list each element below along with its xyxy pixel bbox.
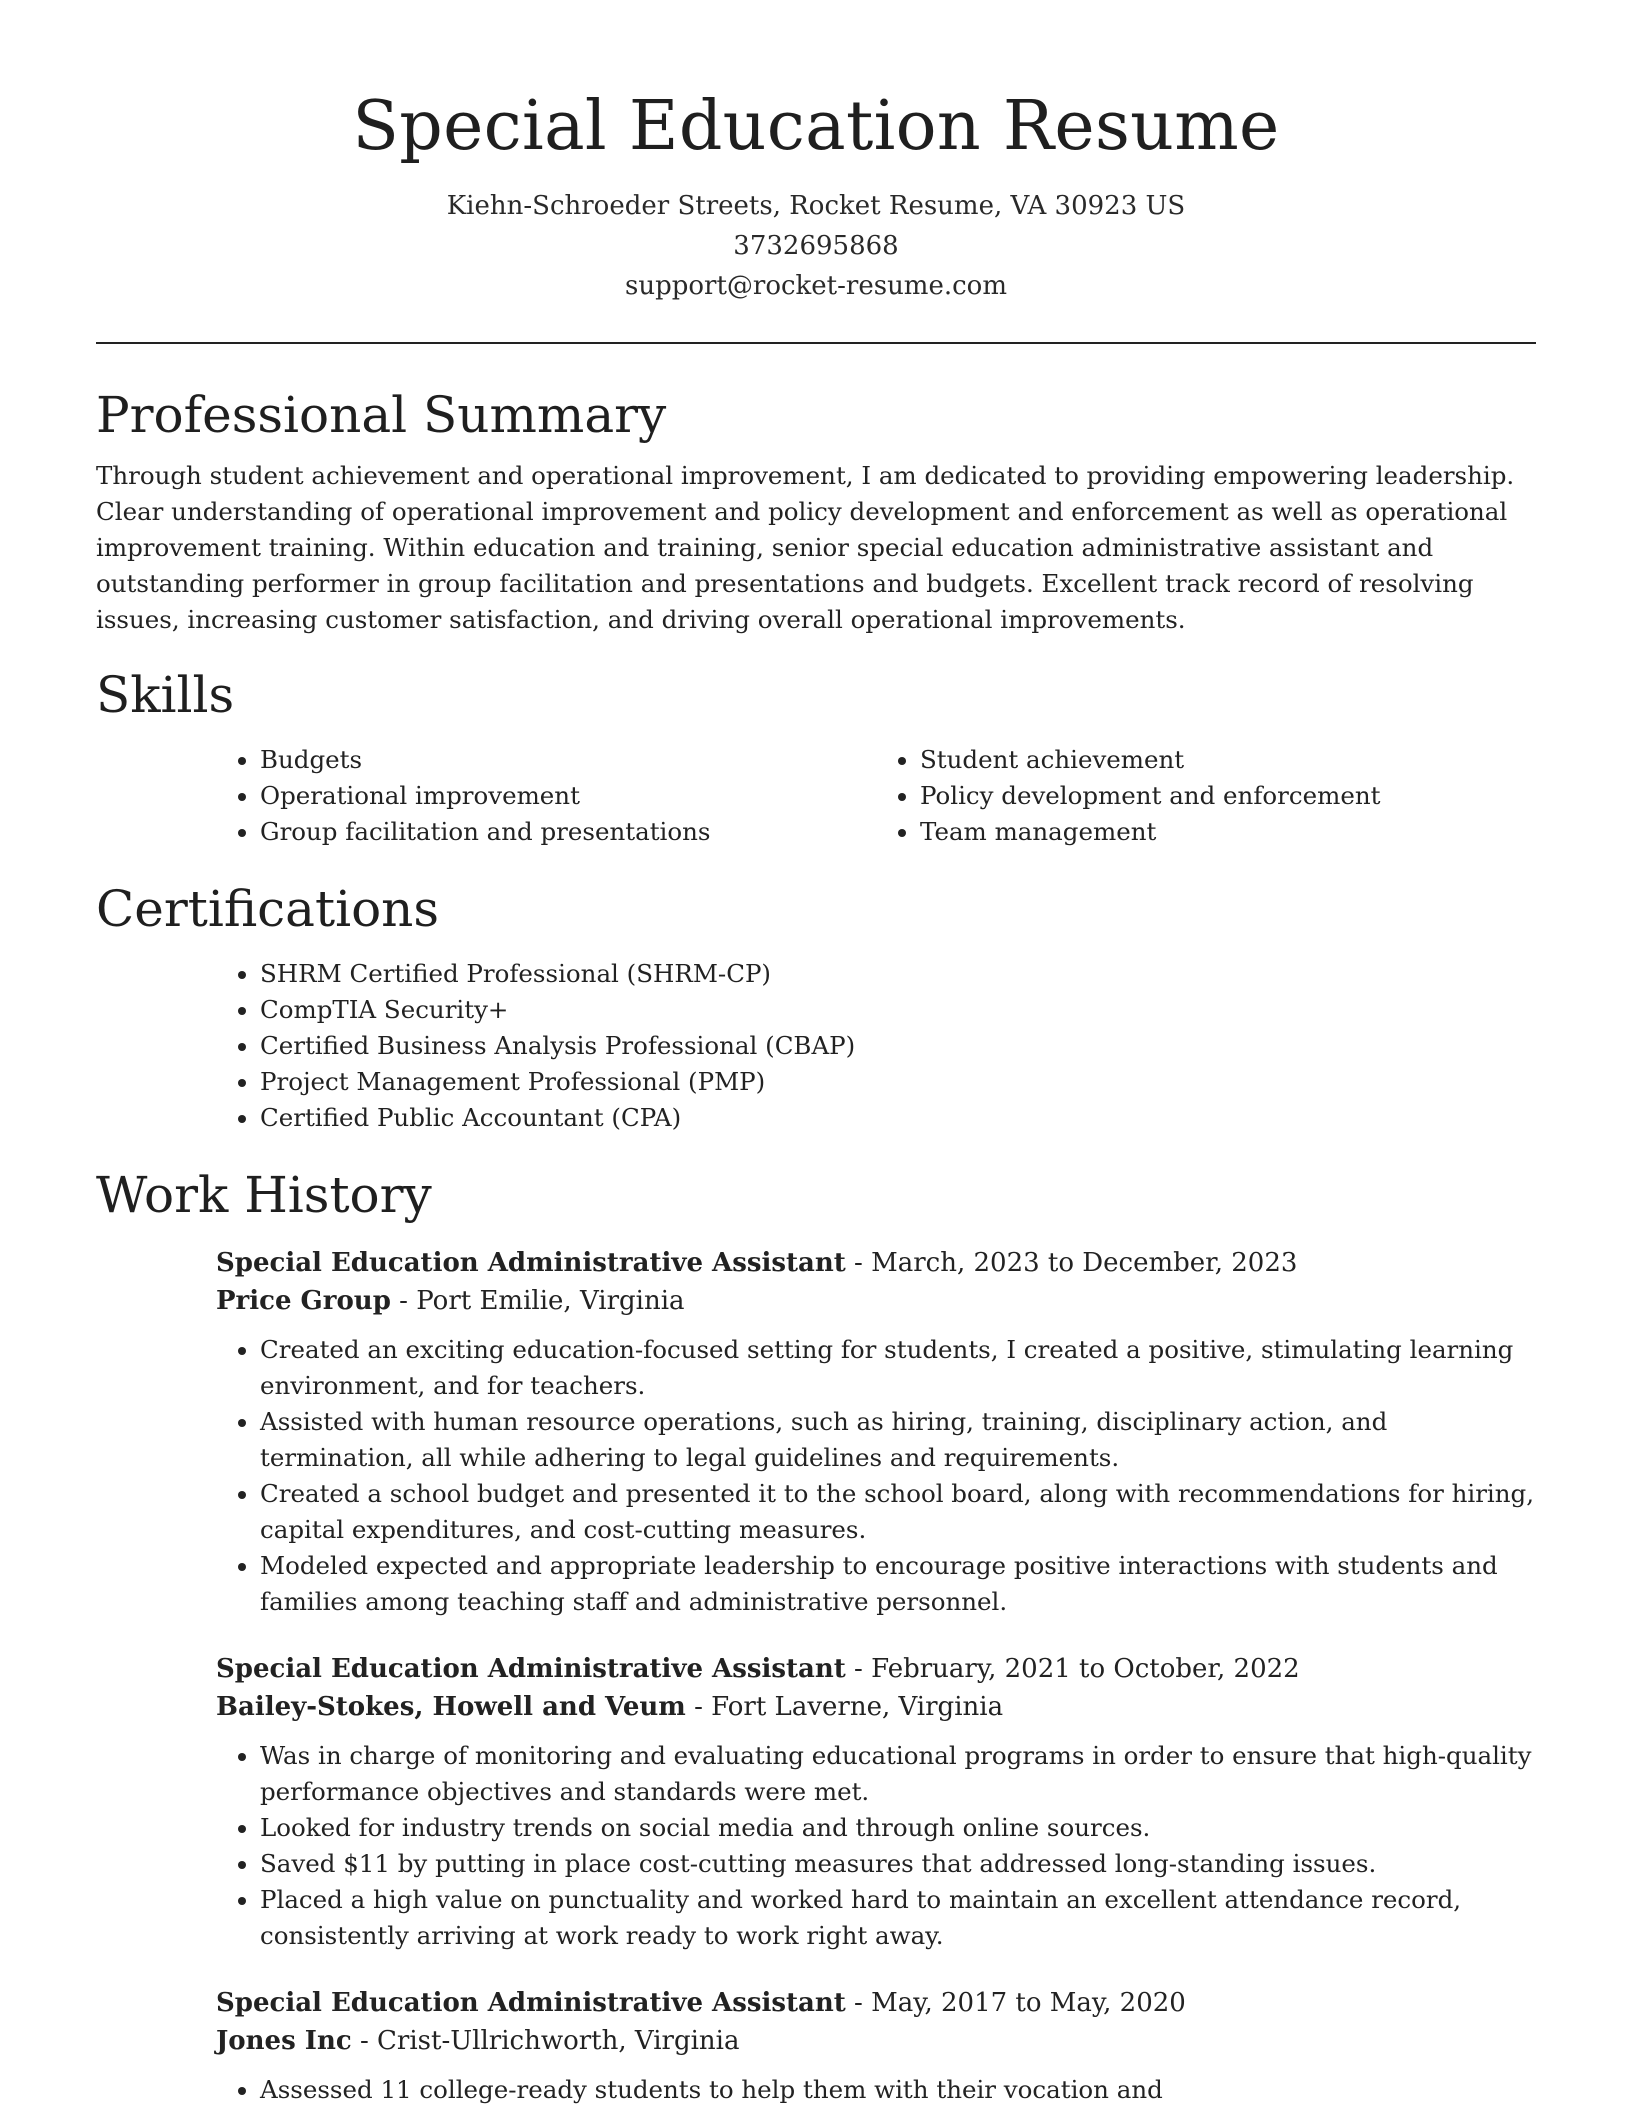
certification-item: • Project Management Professional (PMP) <box>260 1064 1536 1100</box>
job-location: Crist-Ullrichworth, Virginia <box>377 2026 740 2056</box>
job-bullet: • Placed a high value on punctuality and worked hard to maintain an excellent attendance record, consistently arriving at work ready to work right away. <box>260 1882 1536 1954</box>
job-location: Port Emilie, Virginia <box>416 1286 685 1316</box>
job-bullet: • Assessed 11 college-ready students to help them with their vocation and <box>260 2072 1536 2108</box>
job-bullet: • Was in charge of monitoring and evaluating educational programs in order to ensure that high-quality performance objectives and standards were met. <box>260 1738 1536 1810</box>
separator: - <box>845 1654 872 1684</box>
job-company: Price Group <box>216 1286 391 1316</box>
job-bullets <box>216 2072 1536 2108</box>
separator: - <box>685 1692 712 1722</box>
job-entry <box>216 1650 1536 1954</box>
skill-item: • Budgets <box>260 742 876 778</box>
summary-section <box>96 380 1536 638</box>
job-title-line <box>216 1984 1536 2022</box>
skills-list-left <box>216 742 876 850</box>
skills-heading: Skills <box>96 666 235 724</box>
certifications-heading: Certifications <box>96 880 440 938</box>
job-bullet: • Looked for industry trends on social media and through online sources. <box>260 1810 1536 1846</box>
resume-title: Special Education Resume <box>352 87 1280 166</box>
skill-item: • Policy development and enforcement <box>920 778 1536 814</box>
job-company-line <box>216 1688 1536 1726</box>
job-bullets <box>216 1738 1536 1954</box>
contact-phone: 3732695868 <box>733 231 899 261</box>
certification-item: • Certified Business Analysis Professional (CBAP) <box>260 1028 1536 1064</box>
header-divider <box>96 342 1536 344</box>
separator: - <box>390 1286 417 1316</box>
contact-address: Kiehn-Schroeder Streets, Rocket Resume, VA 30923 US <box>446 191 1186 221</box>
skill-item: • Team management <box>920 814 1536 850</box>
job-dates: March, 2023 to December, 2023 <box>871 1248 1298 1278</box>
certification-item: • CompTIA Security+ <box>260 992 1536 1028</box>
certification-item: • Certified Public Accountant (CPA) <box>260 1100 1536 1136</box>
summary-heading: Professional Summary <box>96 386 667 444</box>
job-bullet: • Saved $11 by putting in place cost-cutting measures that addressed long-standing issues. <box>260 1846 1536 1882</box>
work-history-section <box>96 1160 1536 2108</box>
work-history-heading: Work History <box>96 1166 432 1224</box>
job-bullet: • Assisted with human resource operations, such as hiring, training, disciplinary action, and termination, all while adhering to legal guidelines and requirements. <box>260 1404 1536 1476</box>
certifications-section <box>96 874 1536 1136</box>
job-company-line <box>216 2022 1536 2060</box>
skills-list-right <box>876 742 1536 850</box>
job-bullets <box>216 1332 1536 1620</box>
job-title: Special Education Administrative Assistant <box>216 1654 846 1684</box>
job-title-line <box>216 1244 1536 1282</box>
job-entry <box>216 1984 1536 2108</box>
job-bullet: • Created an exciting education-focused setting for students, I created a positive, stimulating learning environment, and for teachers. <box>260 1332 1536 1404</box>
job-title: Special Education Administrative Assistant <box>216 1248 846 1278</box>
summary-text: Through student achievement and operational improvement, I am dedicated to providing empowering leadership. Clear understanding of operational improvement and policy development and enforcement as well as operational improvement training. Within education and training, senior special education administrative assistant and outstanding performer in group facilitation and presentations and budgets. Excellent track record of resolving issues, increasing customer satisfaction, and driving overall operational improvements. <box>96 461 1515 634</box>
skill-item: • Student achievement <box>920 742 1536 778</box>
skill-item: • Operational improvement <box>260 778 876 814</box>
contact-block <box>0 186 1632 306</box>
job-dates: May, 2017 to May, 2020 <box>871 1988 1186 2018</box>
certification-item: • SHRM Certified Professional (SHRM-CP) <box>260 956 1536 992</box>
job-company-line <box>216 1282 1536 1320</box>
job-title: Special Education Administrative Assistant <box>216 1988 846 2018</box>
skills-grid <box>216 742 1536 850</box>
contact-email: support@rocket-resume.com <box>624 271 1007 301</box>
job-title-line <box>216 1650 1536 1688</box>
job-bullet: • Modeled expected and appropriate leadership to encourage positive interactions with students and families among teaching staff and administrative personnel. <box>260 1548 1536 1620</box>
job-company: Jones Inc <box>216 2026 352 2056</box>
job-location: Fort Laverne, Virginia <box>711 1692 1004 1722</box>
resume-header <box>0 0 1632 306</box>
job-company: Bailey-Stokes, Howell and Veum <box>216 1692 686 1722</box>
skill-item: • Group facilitation and presentations <box>260 814 876 850</box>
separator: - <box>845 1988 872 2018</box>
separator: - <box>351 2026 378 2056</box>
resume-content <box>96 380 1536 2108</box>
job-dates: February, 2021 to October, 2022 <box>871 1654 1300 1684</box>
skills-section <box>96 660 1536 850</box>
job-entry <box>216 1244 1536 1620</box>
certifications-list <box>216 956 1536 1136</box>
job-bullet: • Created a school budget and presented it to the school board, along with recommendations for hiring, capital expenditures, and cost-cutting measures. <box>260 1476 1536 1548</box>
separator: - <box>845 1248 872 1278</box>
